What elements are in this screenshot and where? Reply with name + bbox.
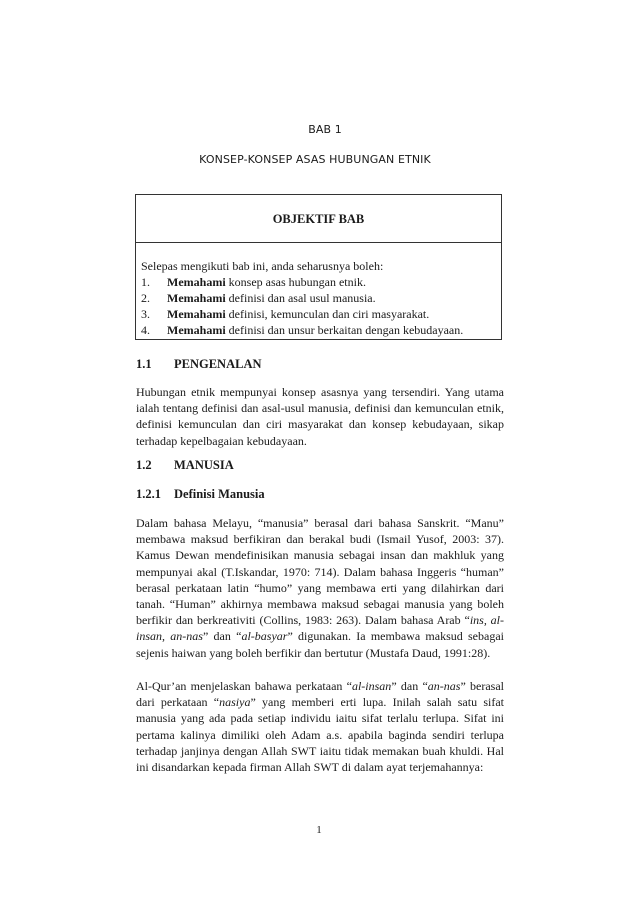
objective-verb: Memahami bbox=[167, 323, 226, 337]
objective-number: 4. bbox=[141, 323, 150, 337]
objective-item bbox=[141, 306, 501, 322]
objectives-heading: OBJEKTIF BAB bbox=[136, 195, 501, 243]
italic-term: nasiya bbox=[219, 695, 251, 710]
section-title: Definisi Manusia bbox=[174, 487, 265, 501]
text-run: ” yang memberi erti lupa. Inilah salah satu sifat manusia yang ada pada setiap individu iaitu sifat terlalu terlupa. Sifat ini pertama kalinya dimiliki oleh Adam a.s. apabila baginda sendiri terlupa terhadap janjinya dengan Allah SWT iaitu tidak memakan buah khuldi. Hal ini disandarkan kepada firman Allah SWT di dalam ayat terjemahannya: bbox=[136, 695, 504, 775]
objective-verb: Memahami bbox=[167, 291, 226, 305]
text-run: Dalam bahasa Melayu, “manusia” berasal dari bahasa Sanskrit. “Manu” membawa maksud berfikiran dan berakal budi (Ismail Yusof, 2003: 37). Kamus Dewan mendefinisikan manusia sebagai insan dan makhluk yang mempunyai akal (T.Iskandar, 1970: 714). Dalam bahasa Inggeris “human” berasal perkataan latin “humo” yang membawa erti yang dilahirkan dari tanah. “Human” akhirnya membawa maksud sebagai manusia yang boleh berfikir dan berkreativiti (Collins, 1983: 263). Dalam bahasa Arab “ bbox=[136, 516, 504, 628]
objective-number: 1. bbox=[141, 275, 150, 289]
objective-number: 2. bbox=[141, 291, 150, 305]
objective-text: definisi dan unsur berkaitan dengan kebudayaan. bbox=[225, 323, 464, 337]
objectives-intro: Selepas mengikuti bab ini, anda seharusnya boleh: bbox=[141, 259, 384, 273]
italic-term: al-insan bbox=[351, 679, 392, 693]
objective-item bbox=[141, 322, 501, 338]
section-heading-pengenalan bbox=[136, 357, 262, 372]
objective-verb: Memahami bbox=[167, 307, 226, 321]
section-title: MANUSIA bbox=[174, 458, 234, 472]
section-number: 1.2.1 bbox=[136, 487, 161, 501]
paragraph-pengenalan: Hubungan etnik mempunyai konsep asasnya yang tersendiri. Yang utama ialah tentang definisi dan asal-usul manusia, definisi dan kemunculan etnik, definisi kemunculan dan ciri masyarakat dan konsep kebudayaan, sikap terhadap kepelbagaian kebudayaan. bbox=[136, 385, 504, 448]
objective-text: definisi dan asal usul manusia. bbox=[225, 291, 376, 305]
text-run: ” dan “ bbox=[391, 679, 428, 693]
page-number: 1 bbox=[316, 824, 322, 836]
subsection-heading-definisi-manusia bbox=[136, 487, 265, 502]
paragraph-al-quran bbox=[136, 678, 504, 775]
italic-term: ins, al-insan, an-nas bbox=[136, 613, 504, 644]
objective-text: konsep asas hubungan etnik. bbox=[225, 275, 366, 289]
text-run: ” digunakan. Ia membawa maksud sebagai sejenis haiwan yang boleh berfikir dan bertutur (Mustafa Daud, 1991:28). bbox=[136, 629, 504, 660]
objectives-box bbox=[135, 194, 502, 340]
section-number: 1.2 bbox=[136, 458, 152, 472]
chapter-title: KONSEP-KONSEP ASAS HUBUNGAN ETNIK bbox=[199, 153, 431, 166]
italic-term: an-nas bbox=[427, 679, 461, 693]
section-title: PENGENALAN bbox=[174, 357, 262, 371]
italic-term: al-basyar bbox=[241, 629, 288, 644]
section-number: 1.1 bbox=[136, 357, 152, 371]
objective-item bbox=[141, 274, 501, 290]
text-run: ” dan “ bbox=[202, 629, 242, 644]
objective-number: 3. bbox=[141, 307, 150, 321]
objective-item bbox=[141, 290, 501, 306]
text-run: Al-Qur’an menjelaskan bahawa perkataan “ bbox=[136, 679, 352, 693]
objectives-body bbox=[136, 243, 501, 338]
chapter-number: BAB 1 bbox=[308, 123, 342, 136]
text-run: ” berasal dari perkataan “ bbox=[136, 679, 504, 710]
objective-text: definisi, kemunculan dan ciri masyarakat. bbox=[225, 307, 430, 321]
paragraph-definisi-manusia bbox=[136, 515, 504, 661]
section-heading-manusia bbox=[136, 458, 234, 473]
objective-verb: Memahami bbox=[167, 275, 226, 289]
